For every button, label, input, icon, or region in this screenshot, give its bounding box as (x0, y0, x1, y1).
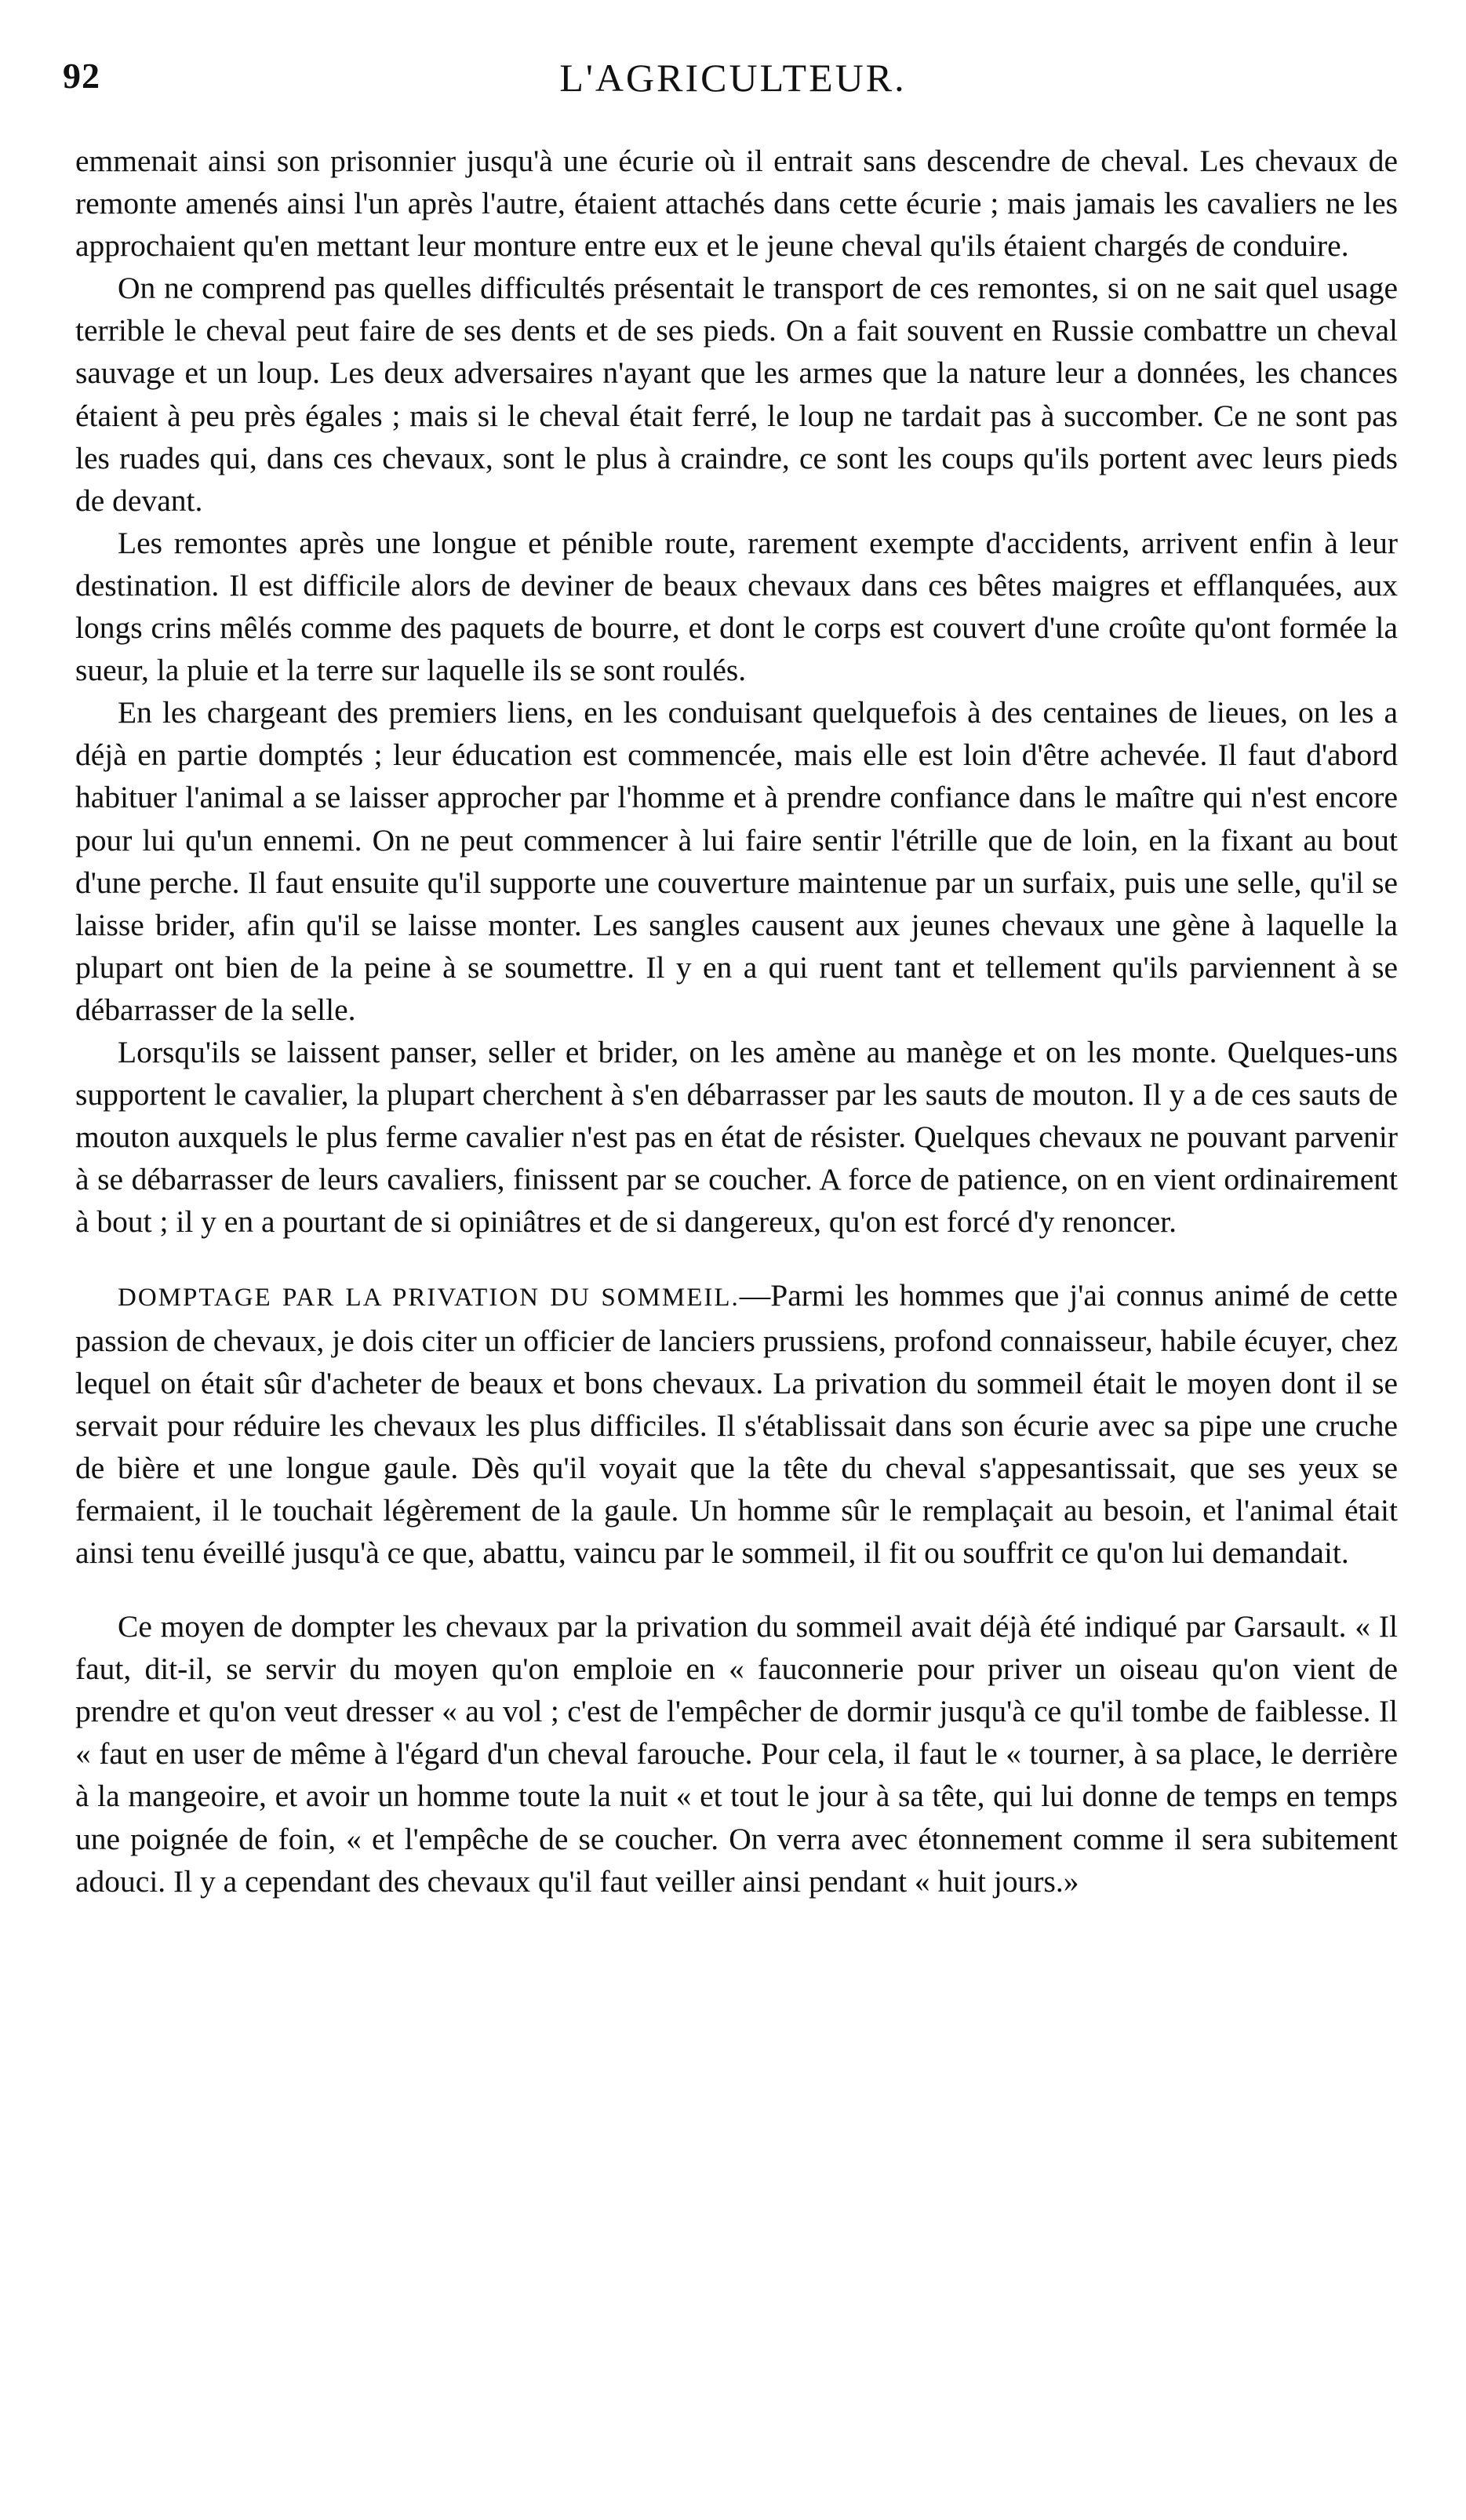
section-spacer (75, 1243, 1398, 1274)
paragraph-4: En les chargeant des premiers liens, en les conduisant quelquefois à des centaines de lieues, on les a déjà en partie domptés ; leur éducation est commencée, mais elle est loin d'être achevée. Il faut d'abord habituer l'animal a se laisser approcher par l'homme et à prendre confiance dans le maître qui n'est encore pour lui qu'un ennemi. On ne peut commencer à lui faire sentir l'étrille que de loin, en la fixant au bout d'une perche. Il faut ensuite qu'il supporte une couverture maintenue par un surfaix, puis une selle, qu'il se laisse brider, afin qu'il se laisse monter. Les sangles causent aux jeunes chevaux une gène à laquelle la plupart ont bien de la peine à se soumettre. Il y en a qui ruent tant et tellement qu'ils parviennent à se débarrasser de la selle. (75, 695, 1398, 1027)
section-paragraph (75, 1274, 1398, 1574)
page-number: 92 (63, 56, 100, 96)
running-title: L'AGRICULTEUR. (559, 56, 907, 100)
page-body (75, 140, 1398, 1903)
page-header (63, 55, 1403, 118)
paragraph-1: emmenait ainsi son prisonnier jusqu'à une écurie où il entrait sans descendre de cheval. Les chevaux de remonte amenés ainsi l'un après l'autre, étaient attachés dans cette écurie ; mais jamais les cavaliers ne les approchaient qu'en mettant leur monture entre eux et le jeune cheval qu'ils étaient chargés de conduire. (75, 144, 1398, 264)
section-text: —Parmi les hommes que j'ai connus animé de cette passion de chevaux, je dois citer un officier de lanciers prussiens, profond connaisseur, habile écuyer, chez lequel on était sûr d'acheter de beaux et bons chevaux. La privation du sommeil était le moyen dont il se servait pour réduire les chevaux les plus difficiles. Il s'établissait dans son écurie avec sa pipe une cruche de bière et une longue gaule. Dès qu'il voyait que la tête du cheval s'appesantissait, que ses yeux se fermaient, il le touchait légèrement de la gaule. Un homme sûr le remplaçait au besoin, et l'animal était ainsi tenu éveillé jusqu'à ce que, abattu, vaincu par le sommeil, il fit ou souffrit ce qu'on lui demandait. (75, 1278, 1398, 1570)
quote-spacer (75, 1574, 1398, 1605)
paragraph-2: On ne comprend pas quelles difficultés présentait le transport de ces remontes, si on ne sait quel usage terrible le cheval peut faire de ses dents et de ses pieds. On a fait souvent en Russie combattre un cheval sauvage et un loup. Les deux adversaires n'ayant que les armes que la nature leur a données, les chances étaient à peu près égales ; mais si le cheval était ferré, le loup ne tardait pas à succomber. Ce ne sont pas les ruades qui, dans ces chevaux, sont le plus à craindre, ce sont les coups qu'ils portent avec leurs pieds de devant. (75, 271, 1398, 518)
closing-paragraph: Ce moyen de dompter les chevaux par la privation du sommeil avait déjà été indiqué par Garsault. « Il faut, dit-il, se servir du moyen qu'on emploie en « fauconnerie pour priver un oiseau qu'on vient de prendre et qu'on veut dresser « au vol ; c'est de l'empêcher de dormir jusqu'à ce qu'il tombe de faiblesse. Il « faut en user de même à l'égard d'un cheval farouche. Pour cela, il faut le « tourner, à sa place, le derrière à la mangeoire, et avoir un homme toute la nuit « et tout le jour à sa tête, qui lui donne de temps en temps une poignée de foin, « et l'empêche de se coucher. On verra avec étonnement comme il sera subitement adouci. Il y a cependant des chevaux qu'il faut veiller ainsi pendant « huit jours.» (75, 1609, 1398, 1899)
section-heading: DOMPTAGE PAR LA PRIVATION DU SOMMEIL. (118, 1284, 740, 1313)
paragraph-3: Les remontes après une longue et pénible route, rarement exempte d'accidents, arrivent enfin à leur destination. Il est difficile alors de deviner de beaux chevaux dans ces bêtes maigres et efflanquées, aux longs crins mêlés comme des paquets de bourre, et dont le corps est couvert d'une croûte qu'ont formée la sueur, la pluie et la terre sur laquelle ils se sont roulés. (75, 525, 1398, 688)
paragraph-5: Lorsqu'ils se laissent panser, seller et brider, on les amène au manège et on les monte. Quelques-uns supportent le cavalier, la plupart cherchent à s'en débarrasser par les sauts de mouton. Il y a de ces sauts de mouton auxquels le plus ferme cavalier n'est pas en état de résister. Quelques chevaux ne pouvant parvenir à se débarrasser de leurs cavaliers, finissent par se coucher. A force de patience, on en vient ordinairement à bout ; il y en a pourtant de si opiniâtres et de si dangereux, qu'on est forcé d'y renoncer. (75, 1034, 1398, 1240)
